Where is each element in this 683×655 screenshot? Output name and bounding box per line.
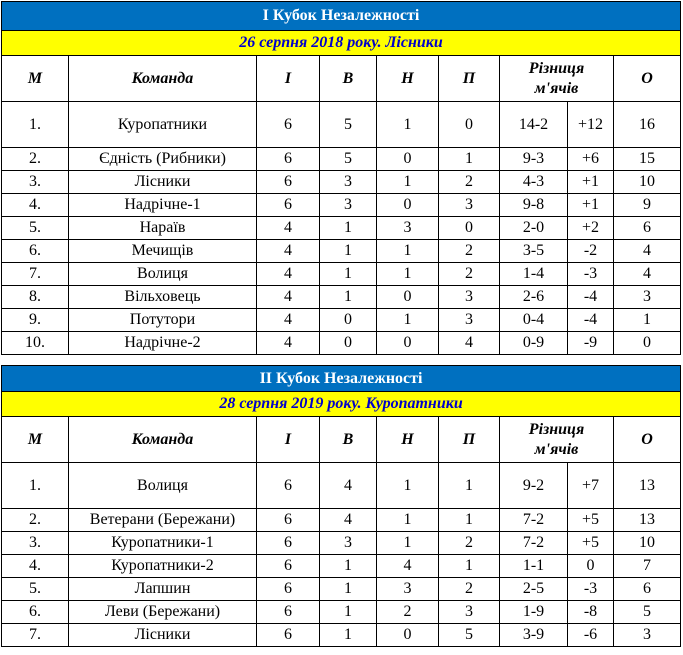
cell-points: 3 [614, 624, 681, 647]
cell-diff: +5 [568, 509, 614, 532]
cell-goals: 14-2 [500, 102, 568, 148]
cell-team: Леви (Бережани) [69, 601, 257, 624]
cell-losses: 1 [439, 463, 500, 509]
cell-points: 1 [614, 309, 681, 332]
cup-title: І Кубок Незалежності [2, 2, 681, 31]
header-draws: Н [377, 417, 439, 463]
table-row [2, 555, 681, 578]
cell-diff: +2 [568, 217, 614, 240]
header-draws: Н [377, 56, 439, 102]
cell-games: 4 [257, 286, 320, 309]
table-row [2, 624, 681, 647]
cell-wins: 1 [320, 578, 377, 601]
cell-games: 6 [257, 171, 320, 194]
cell-place: 3. [2, 532, 69, 555]
cell-place: 9. [2, 309, 69, 332]
cell-goals: 2-5 [500, 578, 568, 601]
cell-goals: 2-6 [500, 286, 568, 309]
header-games: І [257, 56, 320, 102]
cell-goals: 0-4 [500, 309, 568, 332]
header-row [2, 56, 681, 102]
cup-title: ІІ Кубок Незалежності [2, 366, 681, 392]
header-goal-difference [500, 417, 614, 463]
cell-team: Ветерани (Бережани) [69, 509, 257, 532]
cell-games: 4 [257, 217, 320, 240]
cell-goals: 4-3 [500, 171, 568, 194]
cell-points: 5 [614, 601, 681, 624]
cell-losses: 2 [439, 532, 500, 555]
cell-diff: +1 [568, 171, 614, 194]
cell-place: 8. [2, 286, 69, 309]
cell-points: 0 [614, 332, 681, 355]
cell-team: Надрічне-2 [69, 332, 257, 355]
cell-wins: 1 [320, 624, 377, 647]
header-losses: П [439, 56, 500, 102]
cell-team: Єдність (Рибники) [69, 148, 257, 171]
header-diff-line2: м'ячів [534, 79, 579, 97]
cell-losses: 2 [439, 171, 500, 194]
cell-team: Лапшин [69, 578, 257, 601]
cell-games: 6 [257, 194, 320, 217]
cell-team: Надрічне-1 [69, 194, 257, 217]
table-row [2, 217, 681, 240]
cell-draws: 1 [377, 463, 439, 509]
cell-draws: 2 [377, 601, 439, 624]
cell-goals: 9-3 [500, 148, 568, 171]
cell-points: 7 [614, 555, 681, 578]
cell-draws: 1 [377, 309, 439, 332]
cell-points: 10 [614, 171, 681, 194]
cell-wins: 1 [320, 555, 377, 578]
cell-diff: -6 [568, 624, 614, 647]
cell-wins: 5 [320, 148, 377, 171]
cell-games: 6 [257, 463, 320, 509]
table-row [2, 286, 681, 309]
cup-subtitle: 26 серпня 2018 року. Лісники [2, 31, 681, 56]
cell-losses: 3 [439, 601, 500, 624]
header-points: О [614, 56, 681, 102]
cell-diff: -3 [568, 578, 614, 601]
header-goal-difference [500, 56, 614, 102]
cell-wins: 0 [320, 309, 377, 332]
cell-wins: 3 [320, 171, 377, 194]
cell-goals: 2-0 [500, 217, 568, 240]
cell-points: 10 [614, 532, 681, 555]
cell-losses: 4 [439, 332, 500, 355]
table-row [2, 463, 681, 509]
cell-wins: 3 [320, 194, 377, 217]
cell-losses: 0 [439, 217, 500, 240]
cell-losses: 2 [439, 240, 500, 263]
cell-goals: 3-5 [500, 240, 568, 263]
cell-wins: 1 [320, 240, 377, 263]
table-row [2, 601, 681, 624]
cell-points: 3 [614, 286, 681, 309]
cell-goals: 3-9 [500, 624, 568, 647]
cell-place: 7. [2, 263, 69, 286]
table-row [2, 578, 681, 601]
cell-points: 13 [614, 509, 681, 532]
cell-diff: -2 [568, 240, 614, 263]
cell-wins: 1 [320, 263, 377, 286]
header-diff-line1: Різниця [528, 59, 585, 77]
cell-team: Потутори [69, 309, 257, 332]
cell-losses: 1 [439, 509, 500, 532]
cell-place: 7. [2, 624, 69, 647]
table-row [2, 532, 681, 555]
cell-draws: 1 [377, 240, 439, 263]
header-diff-line1: Різниця [528, 420, 585, 438]
cell-points: 4 [614, 240, 681, 263]
table-row [2, 509, 681, 532]
cell-wins: 1 [320, 286, 377, 309]
cell-diff: -8 [568, 601, 614, 624]
cell-team: Волиця [69, 463, 257, 509]
cell-losses: 3 [439, 309, 500, 332]
cell-place: 10. [2, 332, 69, 355]
cell-diff: -4 [568, 309, 614, 332]
cell-goals: 1-4 [500, 263, 568, 286]
cell-team: Куропатники-2 [69, 555, 257, 578]
cell-wins: 3 [320, 532, 377, 555]
cell-draws: 0 [377, 286, 439, 309]
table-row [2, 102, 681, 148]
cell-place: 4. [2, 555, 69, 578]
cell-draws: 3 [377, 578, 439, 601]
header-wins: В [320, 56, 377, 102]
cell-goals: 0-9 [500, 332, 568, 355]
header-games: І [257, 417, 320, 463]
cell-draws: 1 [377, 171, 439, 194]
cell-points: 15 [614, 148, 681, 171]
cell-team: Вільховець [69, 286, 257, 309]
cell-points: 4 [614, 263, 681, 286]
cell-draws: 0 [377, 624, 439, 647]
table-row [2, 171, 681, 194]
header-row [2, 417, 681, 463]
cell-team: Лісники [69, 171, 257, 194]
cell-draws: 1 [377, 263, 439, 286]
cell-games: 6 [257, 555, 320, 578]
cell-losses: 3 [439, 194, 500, 217]
cell-place: 6. [2, 240, 69, 263]
table-row [2, 309, 681, 332]
cell-goals: 9-8 [500, 194, 568, 217]
cell-team: Куропатники-1 [69, 532, 257, 555]
cell-goals: 9-2 [500, 463, 568, 509]
cell-losses: 2 [439, 263, 500, 286]
cell-wins: 5 [320, 102, 377, 148]
header-losses: П [439, 417, 500, 463]
cell-games: 6 [257, 532, 320, 555]
cell-place: 3. [2, 171, 69, 194]
cell-diff: -9 [568, 332, 614, 355]
cell-draws: 1 [377, 102, 439, 148]
cell-losses: 0 [439, 102, 500, 148]
table-row [2, 148, 681, 171]
header-place: М [2, 417, 69, 463]
cell-draws: 0 [377, 332, 439, 355]
cell-games: 4 [257, 240, 320, 263]
cell-diff: -4 [568, 286, 614, 309]
cell-diff: +1 [568, 194, 614, 217]
cell-goals: 1-1 [500, 555, 568, 578]
table-row [2, 240, 681, 263]
cell-place: 1. [2, 463, 69, 509]
cell-points: 16 [614, 102, 681, 148]
cell-goals: 7-2 [500, 509, 568, 532]
cell-place: 4. [2, 194, 69, 217]
cell-games: 6 [257, 601, 320, 624]
cell-wins: 0 [320, 332, 377, 355]
cell-draws: 4 [377, 555, 439, 578]
header-place: М [2, 56, 69, 102]
cell-goals: 1-9 [500, 601, 568, 624]
cell-draws: 1 [377, 509, 439, 532]
header-diff-line2: м'ячів [534, 440, 579, 458]
standings-table-1 [1, 1, 681, 355]
cell-place: 2. [2, 509, 69, 532]
cell-diff: +12 [568, 102, 614, 148]
cell-losses: 1 [439, 555, 500, 578]
cell-team: Куропатники [69, 102, 257, 148]
cell-draws: 0 [377, 194, 439, 217]
header-team: Команда [69, 56, 257, 102]
cell-place: 1. [2, 102, 69, 148]
cup-subtitle: 28 серпня 2019 року. Куропатники [2, 392, 681, 417]
cell-games: 6 [257, 148, 320, 171]
cell-points: 13 [614, 463, 681, 509]
cell-draws: 1 [377, 532, 439, 555]
cell-place: 5. [2, 217, 69, 240]
cell-games: 6 [257, 102, 320, 148]
table-row [2, 332, 681, 355]
cell-diff: +5 [568, 532, 614, 555]
standings-table-2 [1, 365, 681, 647]
cell-diff: +7 [568, 463, 614, 509]
cell-games: 6 [257, 509, 320, 532]
cell-points: 6 [614, 578, 681, 601]
header-points: О [614, 417, 681, 463]
cell-wins: 1 [320, 217, 377, 240]
cell-losses: 3 [439, 286, 500, 309]
header-team: Команда [69, 417, 257, 463]
table-row [2, 263, 681, 286]
cell-team: Мечищів [69, 240, 257, 263]
cell-diff: -3 [568, 263, 614, 286]
header-wins: В [320, 417, 377, 463]
cell-losses: 1 [439, 148, 500, 171]
cell-games: 6 [257, 578, 320, 601]
cell-games: 4 [257, 309, 320, 332]
cell-losses: 2 [439, 578, 500, 601]
cell-wins: 1 [320, 601, 377, 624]
cell-goals: 7-2 [500, 532, 568, 555]
cell-diff: +6 [568, 148, 614, 171]
table-row [2, 194, 681, 217]
cell-draws: 3 [377, 217, 439, 240]
cell-place: 6. [2, 601, 69, 624]
cell-wins: 4 [320, 463, 377, 509]
cell-draws: 0 [377, 148, 439, 171]
cell-wins: 4 [320, 509, 377, 532]
cell-place: 2. [2, 148, 69, 171]
cell-diff: 0 [568, 555, 614, 578]
cell-team: Лісники [69, 624, 257, 647]
cell-place: 5. [2, 578, 69, 601]
cell-team: Волиця [69, 263, 257, 286]
cell-losses: 5 [439, 624, 500, 647]
cell-points: 9 [614, 194, 681, 217]
cell-games: 4 [257, 263, 320, 286]
cell-games: 4 [257, 332, 320, 355]
cell-team: Нараїв [69, 217, 257, 240]
cell-games: 6 [257, 624, 320, 647]
cell-points: 6 [614, 217, 681, 240]
